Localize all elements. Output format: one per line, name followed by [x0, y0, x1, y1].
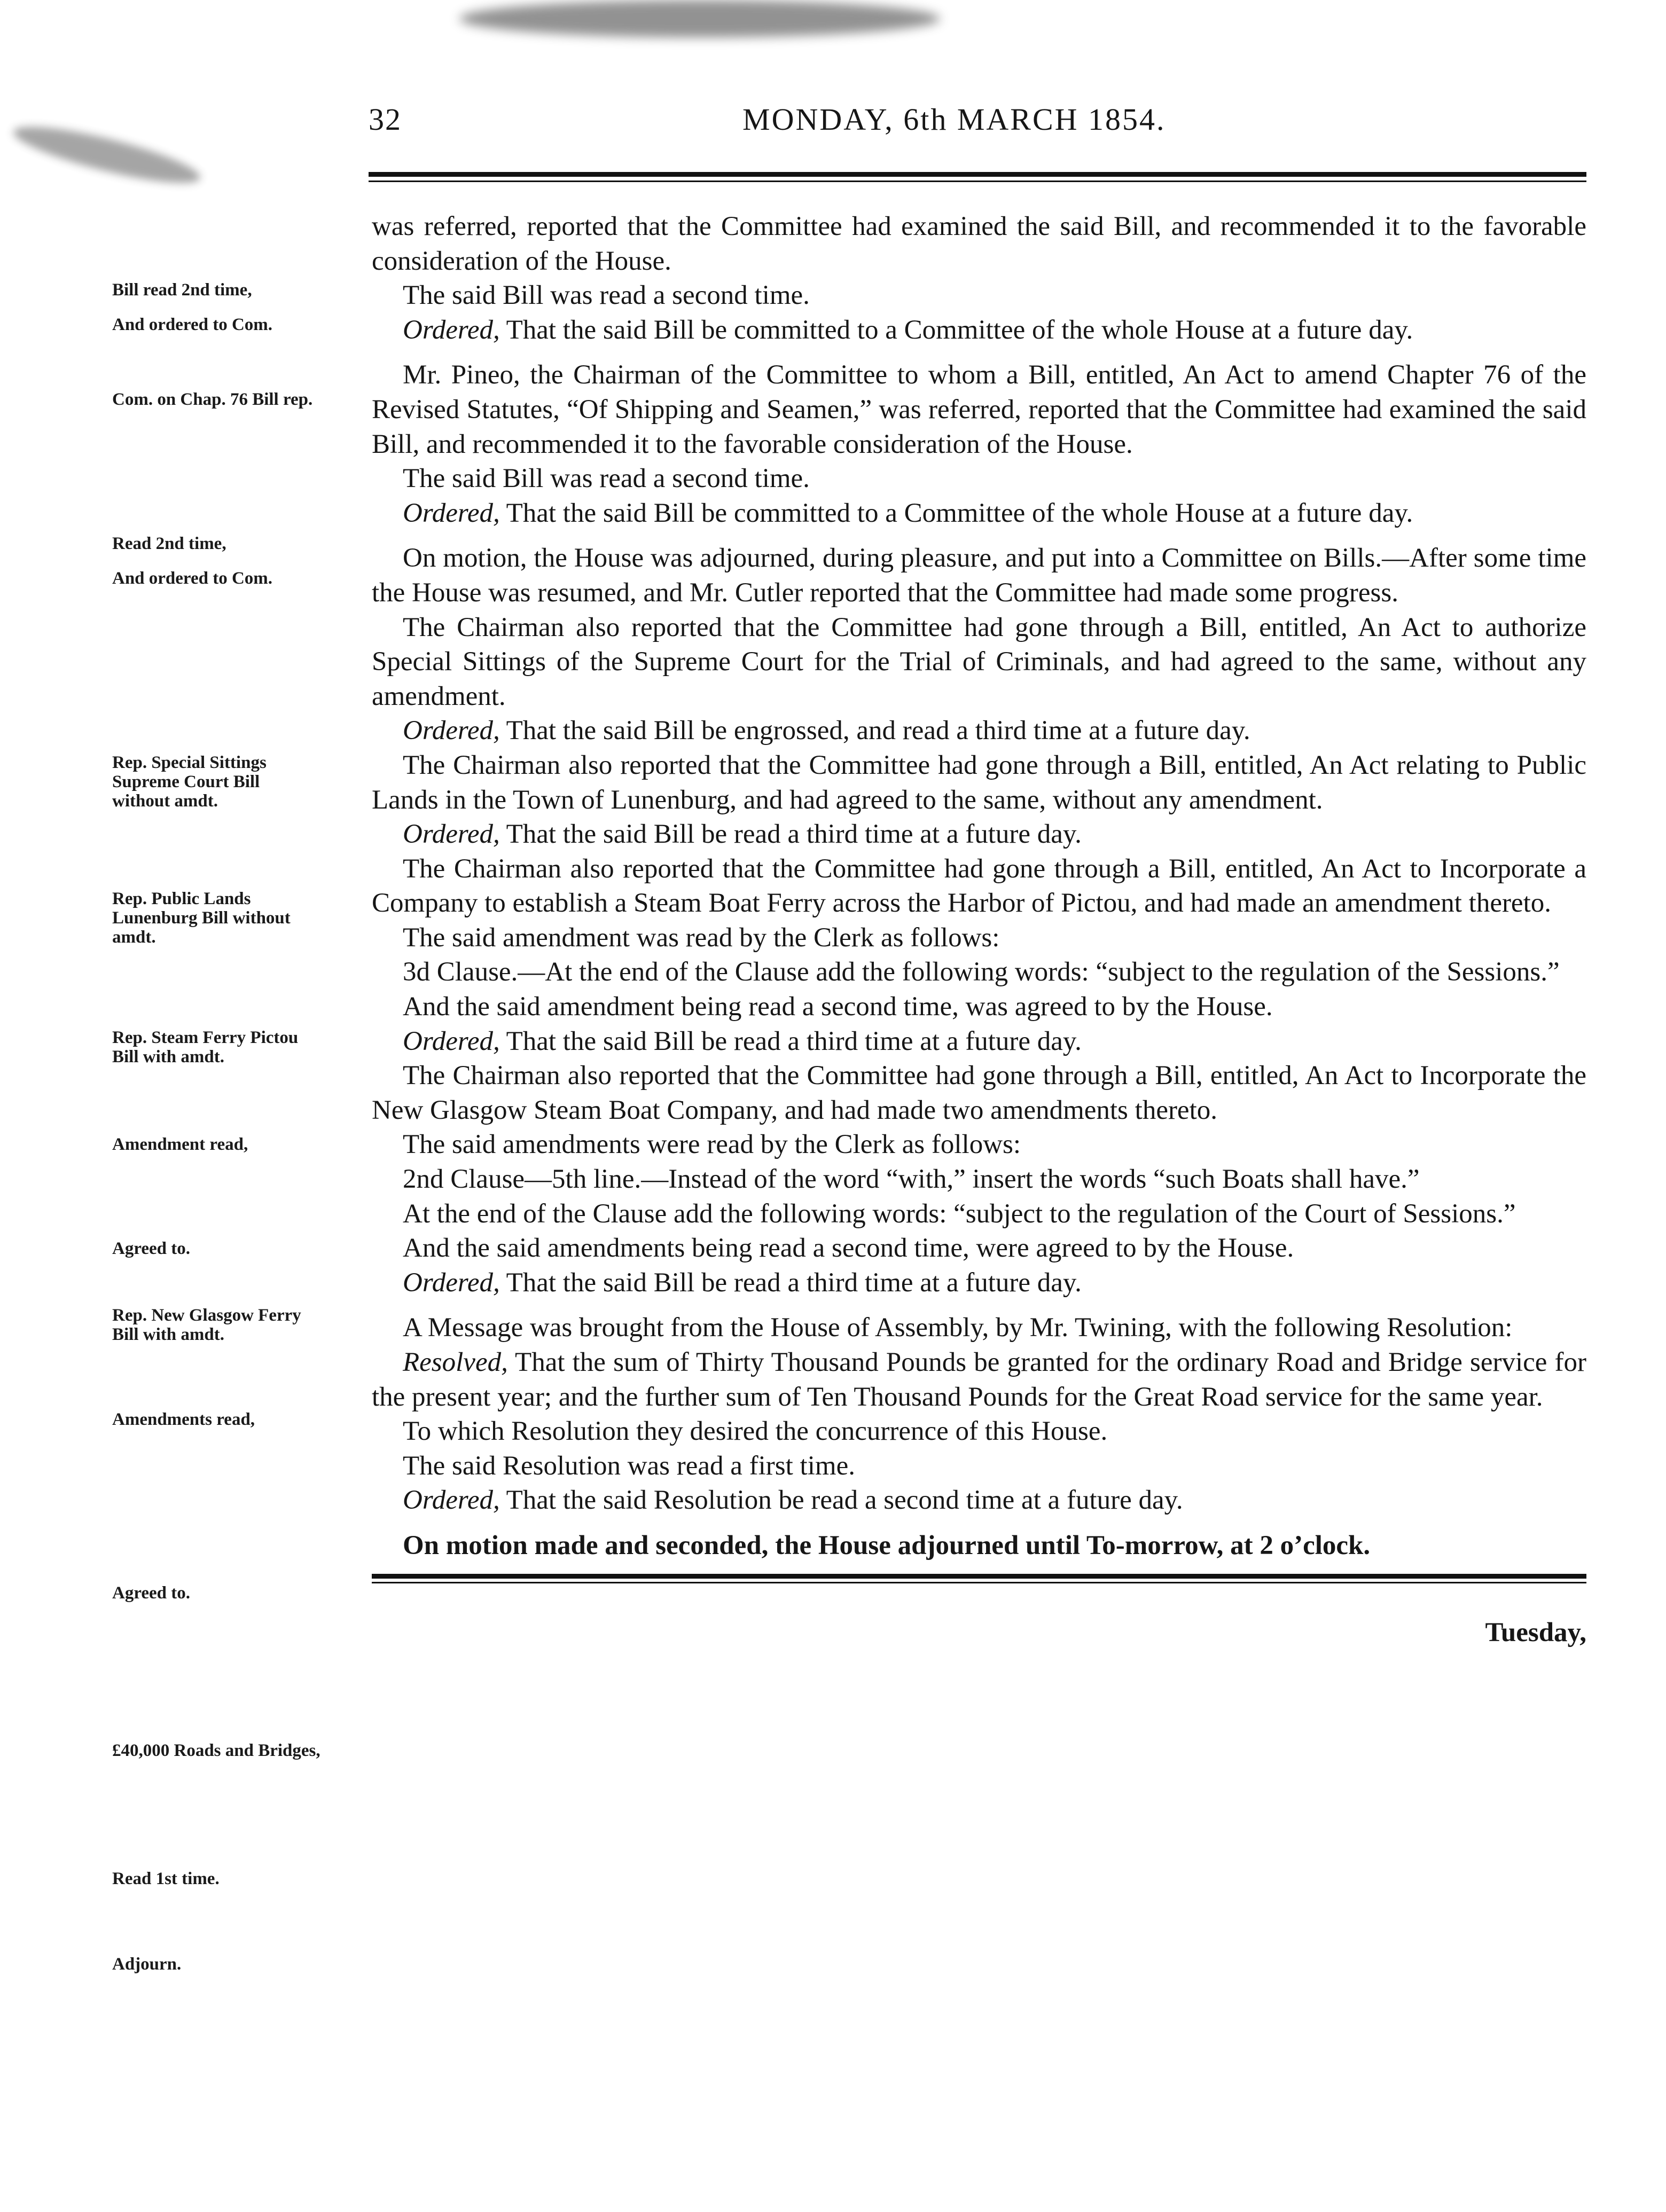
paragraph: On motion made and seconded, the House adjourned until To-morrow, at 2 o’clock. [403, 1530, 1371, 1560]
paragraph: And the said amendments being read a second time, were agreed to by the House. [403, 1233, 1294, 1264]
ink-smudge-decoration [459, 0, 940, 37]
paragraph: Resolved, That the sum of Thirty Thousand Pounds be granted for the ordinary Road and Bridge service for the present year; and the further sum of Ten Thousand Pounds for the Great Road service for the same year. [372, 1347, 1586, 1412]
paragraph: 2nd Clause—5th line.—Instead of the word “with,” insert the words “such Boats shall have.” [403, 1164, 1420, 1195]
margin-note: And ordered to Com. [112, 569, 273, 588]
header-rule-thin [369, 181, 1586, 182]
margin-note: Amendments read, [112, 1410, 255, 1429]
paragraph: Ordered, That the said Resolution be read a second time at a future day. [403, 1485, 1183, 1516]
paragraph: To which Resolution they desired the concurrence of this House. [403, 1416, 1108, 1447]
paragraph: The said Bill was read a second time. [403, 280, 810, 311]
paragraph: A Message was brought from the House of Assembly, by Mr. Twining, with the following Resolution: [403, 1313, 1513, 1343]
margin-note: Com. on Chap. 76 Bill rep. [112, 390, 313, 409]
paragraph: At the end of the Clause add the following words: “subject to the regulation of the Court of Sessions.” [403, 1198, 1516, 1229]
journal-body [372, 209, 1586, 1650]
paragraph: 3d Clause.—At the end of the Clause add the following words: “subject to the regulation of the Sessions.” [403, 957, 1560, 987]
margin-note: Read 1st time. [112, 1869, 220, 1888]
margin-note: Adjourn. [112, 1955, 182, 1974]
paragraph: was referred, reported that the Committee had examined the said Bill, and recommended it to the favorable consideration of the House. [372, 211, 1586, 276]
paragraph: On motion, the House was adjourned, during pleasure, and put into a Committee on Bills.—After some time the House was resumed, and Mr. Cutler reported that the Committee had made some progress. [372, 543, 1586, 608]
catchword: Tuesday, [1485, 1617, 1586, 1648]
margin-note: Agreed to. [112, 1583, 191, 1603]
paragraph: Mr. Pineo, the Chairman of the Committee to whom a Bill, entitled, An Act to amend Chapter 76 of the Revised Statutes, “Of Shipping and Seamen,” was referred, reported that the Committee had examined the said Bill, and recommended it to the favorable consideration of the House. [372, 360, 1586, 459]
margin-note: £40,000 Roads and Bridges, [112, 1741, 320, 1760]
paragraph: The Chairman also reported that the Committee had gone through a Bill, entitled, An Act to authorize Special Sittings of the Supreme Court for the Trial of Criminals, and had agreed to the same, without any amendment. [372, 612, 1586, 711]
paragraph: Ordered, That the said Bill be committed to a Committee of the whole House at a future day. [403, 498, 1413, 528]
paragraph: The said Resolution was read a first time. [403, 1450, 855, 1481]
margin-note: Rep. Steam Ferry Pictou Bill with amdt. [112, 1028, 299, 1066]
margin-note: Bill read 2nd time, [112, 280, 252, 300]
margin-note: Amendment read, [112, 1135, 248, 1154]
paragraph: The said Bill was read a second time. [403, 464, 810, 494]
page-date-heading: MONDAY, 6th MARCH 1854. [742, 102, 1166, 137]
page-header [369, 101, 1586, 150]
paragraph: The said amendment was read by the Clerk as follows: [403, 922, 1000, 953]
paragraph: The Chairman also reported that the Committee had gone through a Bill, entitled, An Act to Incorporate a Company to establish a Steam Boat Ferry across the Harbor of Pictou, and had made an amendment thereto. [372, 853, 1586, 919]
page-number: 32 [369, 102, 402, 137]
paragraph: Ordered, That the said Bill be committed to a Committee of the whole House at a future day. [403, 315, 1413, 345]
paragraph: Ordered, That the said Bill be read a third time at a future day. [403, 819, 1082, 850]
header-rule [369, 172, 1586, 177]
margin-note: And ordered to Com. [112, 315, 273, 334]
margin-note: Rep. New Glasgow Ferry Bill with amdt. [112, 1306, 301, 1344]
margin-note: Rep. Public Lands Lunenburg Bill without amdt. [112, 889, 291, 947]
footer-rule-thin [372, 1582, 1586, 1583]
paragraph: The Chairman also reported that the Committee had gone through a Bill, entitled, An Act to Incorporate the New Glasgow Steam Boat Company, and had made two amendments thereto. [372, 1061, 1586, 1125]
ink-smudge-decoration [10, 116, 204, 193]
paragraph: Ordered, That the said Bill be read a third time at a future day. [403, 1026, 1082, 1056]
footer-rule [372, 1574, 1586, 1579]
paragraph: The Chairman also reported that the Committee had gone through a Bill, entitled, An Act relating to Public Lands in the Town of Lunenburg, and had agreed to the same, without any amendment. [372, 750, 1586, 815]
paragraph: The said amendments were read by the Clerk as follows: [403, 1129, 1021, 1160]
paragraph: Ordered, That the said Bill be read a third time at a future day. [403, 1267, 1082, 1298]
margin-note: Rep. Special Sittings Supreme Court Bill without amdt. [112, 753, 267, 811]
margin-note: Agreed to. [112, 1239, 191, 1258]
paragraph: Ordered, That the said Bill be engrossed, and read a third time at a future day. [403, 716, 1250, 746]
margin-note: Read 2nd time, [112, 534, 226, 553]
paragraph: And the said amendment being read a second time, was agreed to by the House. [403, 992, 1273, 1022]
